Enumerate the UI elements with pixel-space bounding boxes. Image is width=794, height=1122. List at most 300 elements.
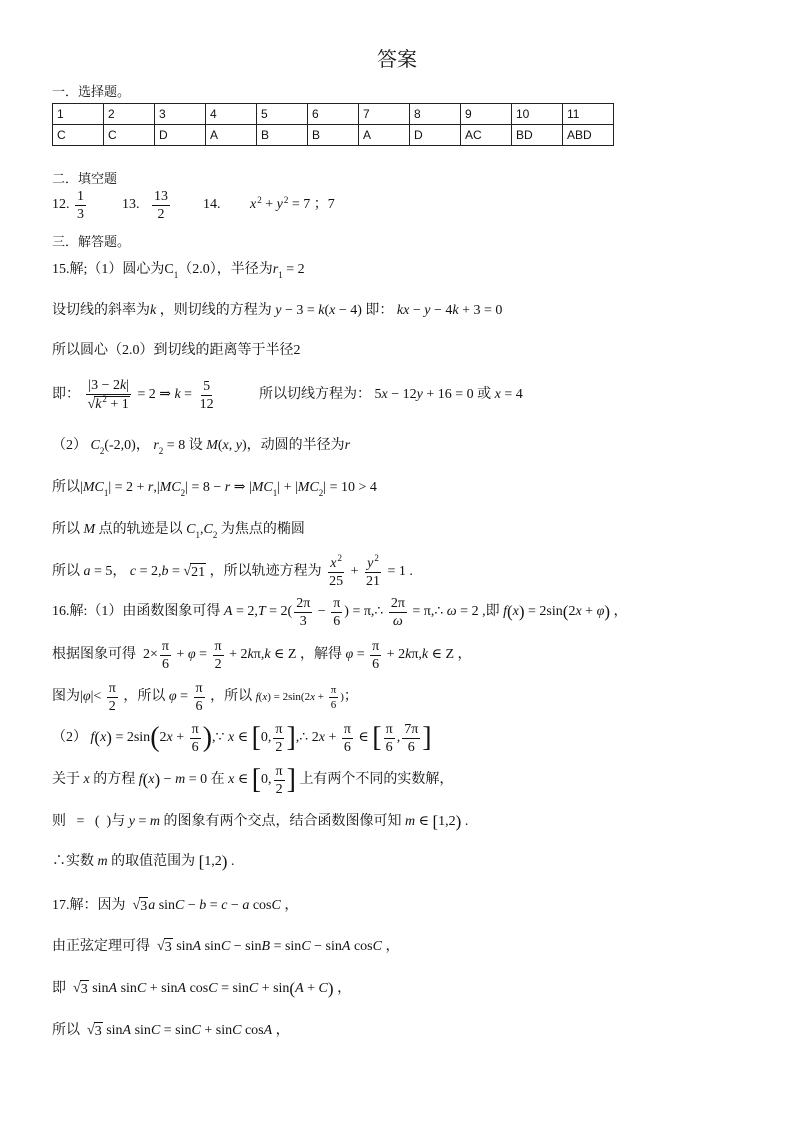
text-run: ∈: [234, 772, 252, 787]
text-run: ，: [280, 898, 299, 913]
q15-line-8: [52, 552, 413, 592]
fraction-denominator: [331, 613, 342, 629]
math-symbol: C: [232, 1023, 242, 1038]
text-run: 3: [94, 1023, 102, 1039]
text-run: | + |: [277, 480, 298, 495]
table-cell: A: [359, 125, 410, 146]
math-symbol: A: [223, 604, 233, 619]
math-symbol: MC: [251, 480, 273, 495]
q17-line-2: [52, 927, 399, 967]
choice-answer-table: [52, 103, 614, 146]
text-run: +: [172, 647, 188, 662]
text-run: ) = 2sin(2: [267, 691, 311, 703]
fraction: [342, 722, 353, 755]
text-run: |3 − 2: [88, 378, 120, 393]
text-run: 的图象有两个交点，结合函数图像可知: [159, 814, 405, 829]
math-symbol: c: [129, 564, 137, 579]
q16-line-3: [52, 677, 358, 717]
math-symbol: x: [329, 303, 336, 318]
text-run: π: [343, 721, 351, 737]
math-symbol: x: [250, 197, 257, 212]
fraction: [294, 596, 312, 629]
text-run: 3: [80, 981, 88, 997]
large-bracket: [: [251, 722, 261, 753]
text-run: ,∴ 2: [295, 730, 319, 745]
math-symbol: C: [271, 898, 281, 913]
text-run: π: [191, 721, 199, 737]
math-symbol: A: [122, 1023, 132, 1038]
text-run: ) = π,∴: [344, 604, 387, 619]
fraction-denominator: [156, 206, 167, 222]
math-symbol: r: [344, 438, 351, 453]
large-bracket: [: [372, 722, 382, 753]
text-run: = 5，: [90, 564, 130, 579]
text-run: ，所以轨迹方程为: [206, 564, 326, 579]
fraction-numerator: [331, 596, 342, 613]
radical-overline: [94, 396, 130, 412]
math-symbol: x: [262, 691, 268, 703]
text-run: 所以: [52, 564, 84, 579]
math-symbol: r: [224, 480, 231, 495]
text-run: + sin: [146, 981, 178, 996]
math-symbol: C: [175, 898, 185, 913]
math-symbol: a: [83, 564, 91, 579]
math-symbol: y: [416, 387, 423, 402]
text-run: ,: [396, 730, 401, 745]
superscript: 2: [102, 394, 107, 404]
text-run: （2）: [52, 730, 91, 745]
text-run: 13.: [122, 197, 150, 212]
text-run: ∴实数: [52, 854, 98, 869]
text-run: −: [409, 303, 425, 318]
text-run: 图为|: [52, 689, 83, 704]
fraction-denominator: [194, 698, 205, 714]
math-symbol: M: [83, 522, 96, 537]
text-run: 6: [385, 739, 393, 755]
table-cell: C: [53, 125, 104, 146]
math-symbol: x: [310, 691, 315, 703]
text-run: 1,2: [204, 854, 222, 869]
math-symbol: C: [220, 939, 231, 954]
math-symbol: C: [372, 939, 382, 954]
text-run: π: [330, 683, 337, 696]
math-symbol: φ: [82, 689, 91, 704]
q16-line-6: [52, 802, 468, 842]
text-run: = √: [168, 564, 192, 579]
text-run: + sin: [258, 981, 290, 996]
text-run: ∈: [354, 730, 373, 745]
math-symbol: m: [149, 814, 160, 829]
text-run: π: [195, 680, 203, 696]
math-symbol: x: [381, 387, 388, 402]
text-run: 为焦点的椭圆: [217, 522, 305, 537]
fraction-numerator: [294, 596, 312, 613]
math-symbol: C: [136, 981, 147, 996]
medium-bracket: (: [506, 602, 513, 621]
math-symbol: x: [512, 604, 519, 619]
text-run: ，所以: [206, 689, 256, 704]
text-run: 1: [77, 188, 84, 204]
radical-overline: [80, 980, 89, 999]
medium-bracket: ): [154, 770, 161, 789]
math-symbol: c: [221, 898, 228, 913]
math-symbol: x: [227, 730, 235, 745]
text-run: 2: [568, 604, 576, 619]
text-run: ,: [228, 438, 236, 453]
fraction-numerator: [160, 639, 171, 656]
medium-bracket: (: [142, 770, 149, 789]
table-cell: 9: [461, 104, 512, 125]
math-symbol: b: [161, 564, 169, 579]
text-run: − 4: [430, 303, 453, 318]
math-symbol: M: [206, 438, 218, 453]
text-run: 6: [372, 656, 380, 672]
text-run: π: [385, 721, 393, 737]
table-cell: 10: [512, 104, 563, 125]
fraction-numerator: [86, 378, 131, 395]
text-run: =: [134, 814, 150, 829]
text-run: π,: [411, 647, 422, 662]
math-symbol: x: [575, 604, 582, 619]
math-symbol: x: [330, 555, 337, 571]
q17-line-3: [52, 969, 351, 1009]
q15-line-6: [52, 468, 377, 508]
fraction-denominator: [327, 573, 345, 589]
text-run: | = 2 +: [108, 480, 148, 495]
text-run: 5: [203, 378, 211, 394]
text-run: 12: [199, 396, 214, 412]
text-run: =: [195, 647, 211, 662]
text-run: ∈: [415, 814, 433, 829]
text-run: = 2(: [265, 604, 293, 619]
text-run: √: [87, 396, 96, 412]
page-title: 答案: [377, 49, 417, 71]
text-run: 所以: [52, 522, 84, 537]
answer-12: [52, 185, 88, 225]
table-cell: D: [155, 125, 206, 146]
text-run: = π,∴: [408, 604, 447, 619]
text-run: π: [333, 595, 341, 611]
fraction-denominator: [364, 573, 382, 589]
answer-14-label: [203, 185, 221, 225]
text-run: ，: [609, 604, 628, 619]
text-run: ∈: [234, 730, 252, 745]
medium-bracket: (: [289, 979, 296, 998]
fraction-denominator: [273, 739, 284, 755]
text-run: )，动圆的半径为: [241, 438, 345, 453]
text-run: +: [261, 197, 277, 212]
text-run: | = 8 −: [185, 480, 225, 495]
text-run: = 2sin: [111, 730, 151, 745]
text-run: 21: [366, 573, 381, 589]
text-run: 0,: [260, 730, 272, 745]
fraction: [364, 552, 382, 589]
fraction-denominator: [370, 656, 381, 672]
fraction-denominator: [198, 396, 216, 412]
math-symbol: C: [90, 438, 100, 453]
medium-bracket: ): [604, 602, 610, 621]
fraction-denominator: [384, 739, 395, 755]
math-symbol: k: [247, 647, 254, 662]
text-run: sin: [88, 981, 109, 996]
text-run: |<: [90, 689, 105, 704]
fraction: [86, 378, 132, 412]
text-run: （2）: [52, 438, 91, 453]
answer-13: [122, 185, 172, 225]
text-run: 6: [161, 656, 169, 672]
text-run: 3: [77, 206, 84, 222]
subscript: 2: [180, 488, 186, 498]
text-run: =: [180, 387, 196, 402]
text-run: ,: [200, 522, 204, 537]
choice-section-heading: 一．选择题。: [52, 83, 131, 99]
text-run: =: [353, 647, 369, 662]
text-run: − sin: [310, 939, 342, 954]
text-run: 15.解;（1）圆心为C: [52, 262, 174, 277]
text-run: π,: [253, 647, 265, 662]
text-run: +: [172, 730, 188, 745]
fraction: [160, 639, 171, 672]
fraction: [370, 639, 381, 672]
text-run: sin: [155, 898, 176, 913]
math-symbol: k: [264, 647, 271, 662]
text-run: −: [184, 898, 200, 913]
text-run: 点的轨迹是以: [95, 522, 187, 537]
text-run: π: [214, 638, 222, 654]
large-bracket: ]: [286, 722, 296, 753]
fraction-numerator: [384, 722, 395, 739]
math-symbol: k: [150, 303, 157, 318]
text-run: 2: [214, 656, 222, 672]
text-run: = 2,: [232, 604, 258, 619]
answer-14: [250, 185, 335, 225]
math-symbol: A: [177, 981, 187, 996]
table-cell: 8: [410, 104, 461, 125]
text-run: 3: [299, 613, 307, 629]
text-run: 3: [164, 939, 172, 955]
fraction-numerator: [370, 639, 381, 656]
table-cell: D: [410, 125, 461, 146]
q17-line-1: [52, 886, 298, 926]
text-run: = 0 在: [185, 772, 229, 787]
math-symbol: B: [261, 939, 271, 954]
math-symbol: A: [192, 939, 202, 954]
text-run: = 7 ；7: [288, 197, 335, 212]
text-run: +: [303, 981, 319, 996]
math-symbol: C: [150, 1023, 161, 1038]
fraction-numerator: [152, 189, 170, 206]
math-symbol: ω: [446, 604, 457, 619]
fraction-numerator: [213, 639, 224, 656]
math-symbol: x: [166, 730, 173, 745]
text-run: 所以 √: [52, 1023, 95, 1038]
table-row-answers: [53, 125, 614, 146]
text-run: 13: [154, 188, 168, 204]
text-run: ；: [343, 689, 358, 704]
radical-overline: [164, 938, 173, 957]
fraction-numerator: [329, 684, 339, 698]
subscript: 2: [99, 446, 105, 456]
text-run: − sin: [230, 939, 262, 954]
table-row-question-numbers: [53, 104, 614, 125]
table-cell: 7: [359, 104, 410, 125]
text-run: ,∵: [212, 730, 228, 745]
text-run: = 1 .: [384, 564, 413, 579]
text-run: 16.解:（1）由函数图象可得: [52, 604, 224, 619]
subscript: 1: [278, 270, 283, 280]
table-cell: 5: [257, 104, 308, 125]
fraction-denominator: [213, 656, 224, 672]
q16-line-2: [52, 635, 472, 675]
text-run: 则 = ( )与: [52, 814, 129, 829]
medium-bracket: ): [106, 728, 112, 747]
math-symbol: A: [295, 981, 304, 996]
math-symbol: y: [276, 197, 283, 212]
text-run: π: [161, 638, 169, 654]
math-symbol: C: [203, 522, 213, 537]
text-run: 25: [329, 573, 344, 589]
text-run: ，: [381, 939, 400, 954]
subscript: 1: [195, 530, 201, 540]
text-run: (: [324, 303, 330, 318]
fraction-denominator: [329, 698, 339, 711]
text-run: （2.0），半径为: [178, 262, 273, 277]
text-run: 2: [108, 698, 116, 714]
fraction-numerator: [342, 722, 353, 739]
superscript: 2: [337, 552, 342, 563]
fraction-denominator: [107, 698, 118, 714]
large-bracket: ): [202, 722, 213, 753]
text-run: 21: [191, 564, 206, 580]
text-run: = 2 ,即: [456, 604, 504, 619]
medium-bracket: ): [327, 979, 334, 998]
fraction: [273, 722, 284, 755]
text-run: 17.解：因为 √: [52, 898, 141, 913]
fraction: [152, 189, 170, 222]
fraction-denominator: [86, 395, 132, 412]
medium-bracket: [: [432, 812, 439, 831]
text-run: 2: [159, 730, 167, 745]
math-symbol: T: [257, 604, 266, 619]
table-cell: ABD: [563, 125, 614, 146]
math-symbol: A: [263, 1023, 273, 1038]
math-symbol: b: [199, 898, 207, 913]
text-run: −: [160, 772, 176, 787]
math-symbol: φ: [187, 647, 196, 662]
fraction-numerator: [274, 764, 285, 781]
math-symbol: y: [367, 555, 374, 571]
math-symbol: k: [95, 397, 102, 412]
fill-section-heading: 二．填空题: [52, 170, 118, 186]
large-bracket: [: [251, 764, 262, 795]
text-run: 7π: [404, 721, 419, 737]
radical-overline: [139, 897, 148, 916]
text-run: sin: [131, 1023, 151, 1038]
math-symbol: φ: [168, 689, 177, 704]
text-run: cos: [186, 981, 209, 996]
text-run: + sin: [200, 1023, 233, 1038]
fraction: [329, 684, 339, 711]
text-run: +: [314, 691, 327, 703]
fraction-numerator: [402, 722, 420, 739]
q16-line-7: [52, 842, 234, 882]
text-run: −: [314, 604, 330, 619]
math-symbol: f: [138, 772, 143, 787]
text-run: ，: [272, 1023, 290, 1038]
text-run: = sin: [160, 1023, 192, 1038]
text-run: +: [581, 604, 597, 619]
table-cell: 4: [206, 104, 257, 125]
math-symbol: x: [100, 730, 107, 745]
fraction: [198, 379, 216, 412]
text-run: .: [227, 854, 235, 869]
text-run: = 2 ⇒: [133, 387, 175, 402]
text-run: ，则切线的方程为: [156, 303, 276, 318]
subscript: 2: [158, 446, 164, 456]
table-cell: 3: [155, 104, 206, 125]
math-symbol: x: [228, 772, 235, 787]
math-symbol: x: [494, 387, 501, 402]
large-bracket: (: [150, 722, 160, 753]
text-run: 所以切线方程为： 5: [259, 387, 382, 402]
text-run: 6: [191, 739, 199, 755]
fraction-denominator: [190, 739, 201, 755]
medium-bracket: ): [518, 602, 525, 621]
text-run: ,|: [153, 480, 160, 495]
fraction-denominator: [342, 739, 353, 755]
math-symbol: ω: [392, 613, 403, 629]
math-symbol: k: [174, 387, 181, 402]
text-run: − 4) 即：: [335, 303, 397, 318]
text-run: 6: [343, 739, 351, 755]
text-run: 2: [275, 739, 283, 755]
math-symbol: a: [148, 898, 156, 913]
text-run: (: [258, 691, 263, 703]
fraction-numerator: [273, 722, 284, 739]
math-symbol: r: [272, 262, 279, 277]
text-run: 2: [275, 781, 283, 797]
math-symbol: k: [405, 647, 412, 662]
text-run: 3: [140, 898, 148, 914]
text-run: 6: [195, 698, 203, 714]
text-run: cos: [350, 939, 373, 954]
text-run: 由正弦定理可得 √: [52, 939, 165, 954]
text-run: 即 √: [52, 981, 81, 996]
q15-line-4-slope: [52, 375, 218, 415]
text-run: 6: [330, 698, 337, 711]
text-run: + 2: [383, 647, 406, 662]
fraction-numerator: [328, 552, 344, 573]
math-symbol: r: [147, 480, 154, 495]
medium-bracket: ): [221, 852, 228, 871]
math-symbol: A: [341, 939, 351, 954]
radical-overline: [94, 1022, 103, 1041]
subscript: 1: [103, 488, 109, 498]
q15-line-4-tangent: [259, 375, 523, 415]
math-symbol: m: [97, 854, 108, 869]
small-formula: [256, 684, 344, 711]
text-run: + 2: [225, 647, 248, 662]
math-symbol: C: [318, 981, 328, 996]
q15-line-3: [52, 331, 301, 371]
math-symbol: MC: [297, 480, 319, 495]
math-symbol: C: [248, 981, 259, 996]
q16-line-5: [52, 760, 453, 800]
table-cell: 11: [563, 104, 614, 125]
math-symbol: A: [108, 981, 118, 996]
text-run: sin: [102, 1023, 123, 1038]
text-run: 设切线的斜率为: [52, 303, 150, 318]
